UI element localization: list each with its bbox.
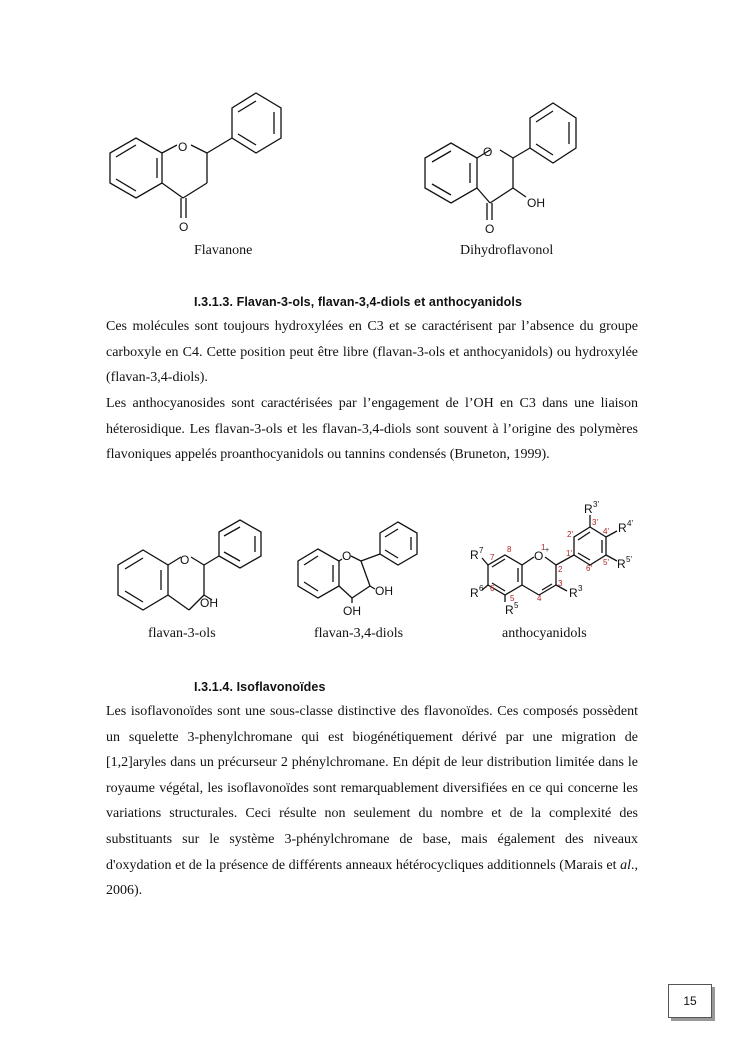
atom-label: O [485, 222, 495, 236]
atom-label: O [179, 220, 189, 234]
r-group-sup: 6 [479, 584, 484, 593]
paragraph-1313-a: Ces molécules sont toujours hydroxylées en C3 et se caractérisent par l’absence du groupe carboxyle en C4. Cette position peut être libre (flavan-3-ols et anthocyanidols) ou hydroxylée (flavan-3,4-diols). [106, 319, 638, 386]
caption-dihydroflavonol: Dihydroflavonol [460, 243, 554, 258]
position-number: 2 [558, 565, 563, 574]
position-number: 5' [603, 558, 609, 567]
r-group-sup: 5' [626, 555, 632, 564]
paragraph-1314-end: ., 2006). [106, 857, 638, 899]
atom-label: O [342, 549, 352, 563]
atom-label: O [534, 549, 544, 563]
position-number: 2' [567, 530, 573, 539]
position-number: 4 [537, 594, 542, 603]
position-number: 8 [507, 545, 512, 554]
r-group-label: R [584, 502, 593, 516]
r-group-sup: 4' [627, 519, 633, 528]
position-number: 4' [603, 527, 609, 536]
r-group-sup: 7 [479, 546, 484, 555]
atom-label: OH [200, 596, 218, 610]
paragraph-1314-text: Les isoflavonoïdes sont une sous-classe distinctive des flavonoïdes. Ces composés possèdent un squelette 3-phenylchromane qui est biogénétiquement dérivé par une migration de [1,2]aryles dans un précurseur 2 phénylchromane. En dépit de leur distribution limitée dans le royaume végétal, les isoflavonoïdes sont remarquablement diversifiées en ce qui concerne les variations structurales. Ceci résulte non seulement du nombre et de la complexité des substituants sur le système 3-phénylchromane de base, mais également des niveaux d'oxydation et de la présence de différents anneaux hétérocycliques additionnels (Marais et [106, 704, 638, 873]
caption-flavan-3,4-diols: flavan-3,4-diols [314, 626, 404, 641]
position-number: 6 [490, 584, 495, 593]
r-group-label: R [569, 586, 578, 600]
paragraph-1314-italic: al [620, 857, 631, 873]
position-number: 6' [586, 564, 592, 573]
atom-label: OH [343, 604, 361, 618]
r-group-label: R [618, 521, 627, 535]
atom-label: OH [527, 196, 545, 210]
caption-anthocyanidols: anthocyanidols [502, 626, 587, 641]
r-group-sup: 5 [514, 601, 519, 610]
r-group-sup: 3 [578, 584, 583, 593]
position-number: 3' [592, 518, 598, 527]
atom-label: OH [375, 584, 393, 598]
position-number: 5 [510, 594, 515, 603]
section-heading-1313: I.3.1.3. Flavan-3-ols, flavan-3,4-diols et anthocyanidols [194, 295, 523, 309]
r-group-label: R [470, 586, 479, 600]
caption-flavanone: Flavanone [194, 243, 253, 258]
position-number: 7 [490, 553, 495, 562]
r-group-label: R [617, 557, 626, 571]
atom-label: O [180, 553, 190, 567]
r-group-label: R [470, 548, 479, 562]
page-number: 15 [668, 984, 712, 1018]
atom-label: O [483, 145, 493, 159]
r-group-sup: 3' [593, 500, 599, 509]
r-group-label: R [505, 603, 514, 617]
atom-label: O [178, 140, 188, 154]
position-number: 3 [558, 579, 563, 588]
position-number: 1 [541, 543, 546, 552]
paragraph-1314 [106, 699, 638, 904]
position-number: 1' [566, 549, 572, 558]
charge-label: + [545, 547, 550, 554]
caption-flavan-3-ols: flavan-3-ols [148, 626, 216, 641]
paragraph-1313-b: Les anthocyanosides sont caractérisées par l’engagement de l’OH en C3 dans une liaison héterosidique. Les flavan-3-ols et les flavan-3,4-diols sont souvent à l’origine des polymères flavoniques appelés proanthocyanidols ou tannins condensés (Bruneton, 1999). [106, 396, 638, 463]
section-heading-1314: I.3.1.4. Isoflavonoïdes [194, 680, 326, 694]
